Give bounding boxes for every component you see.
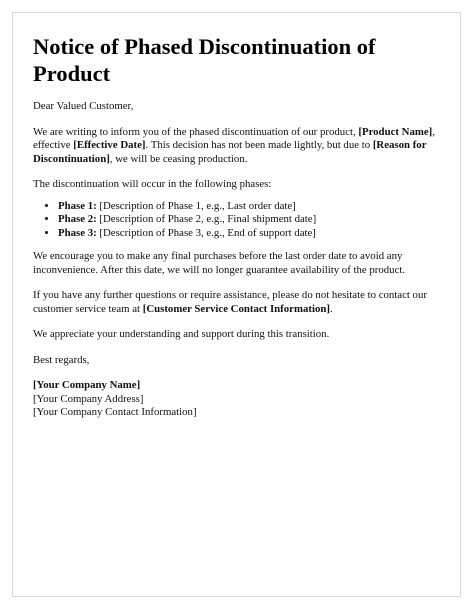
contact-text-1: If you have any further questions or require assistance, please do not hesitate to contact our customer service team at [33, 289, 427, 315]
signature-block [33, 379, 453, 420]
company-address: [Your Company Address] [33, 392, 144, 405]
company-contact: [Your Company Contact Information] [33, 406, 197, 418]
phases-intro: The discontinuation will occur in the following phases: [33, 178, 272, 190]
contact-info-placeholder: [Customer Service Contact Information] [142, 302, 330, 315]
encourage-paragraph: We encourage you to make any final purchases before the last order date to avoid any inconvenience. After this date, we will no longer guarantee availability of the product. [33, 250, 406, 276]
salutation: Dear Valued Customer, [33, 100, 134, 112]
phase-list [33, 200, 453, 241]
phase-label: Phase 2: [58, 213, 97, 225]
reason-placeholder: [Reason for Discontinuation] [33, 139, 427, 165]
product-name-placeholder: [Product Name] [358, 125, 433, 138]
phase-description: [Description of Phase 2, e.g., Final shipment date] [96, 213, 317, 225]
phase-label: Phase 1: [58, 199, 97, 212]
phase-item [58, 200, 453, 214]
letter-title: Notice of Phased Discontinuation of Product [33, 34, 376, 86]
intro-text-3: . This decision has not been made lightly, but due to [145, 139, 373, 151]
closing: Best regards, [33, 353, 90, 366]
company-name [33, 379, 453, 393]
intro-text-1: We are writing to inform you of the phased discontinuation of our product, [33, 125, 359, 138]
contact-paragraph [33, 289, 453, 316]
intro-text-4: , we will be ceasing production. [109, 152, 248, 165]
letter-content [33, 33, 453, 420]
company-name-text: [Your Company Name] [33, 379, 141, 391]
phase-description: [Description of Phase 1, e.g., Last order date] [96, 199, 296, 212]
contact-text-2: . [329, 302, 333, 315]
phase-label: Phase 3: [58, 226, 97, 239]
phase-item [58, 227, 453, 241]
effective-date-placeholder: [Effective Date] [73, 139, 146, 151]
appreciation-paragraph: We appreciate your understanding and support during this transition. [33, 328, 330, 340]
letter-page [12, 12, 461, 597]
phase-description: [Description of Phase 3, e.g., End of support date] [96, 226, 316, 239]
phase-item [58, 213, 453, 227]
intro-paragraph [33, 126, 453, 167]
intro-text-2: , effective [33, 125, 435, 151]
